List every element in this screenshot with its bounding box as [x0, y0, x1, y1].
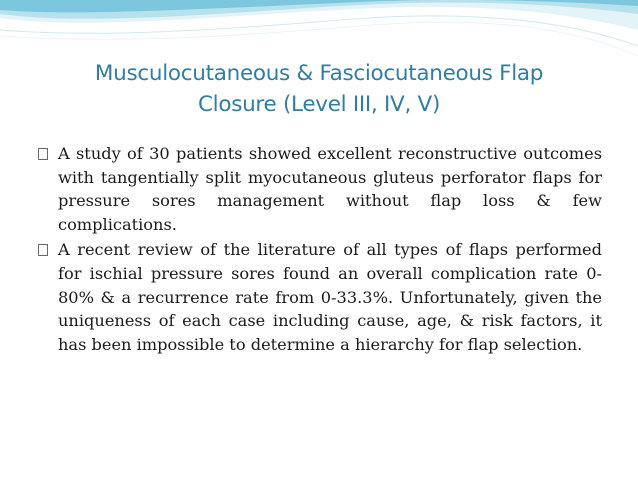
empty-box-bullet-icon — [38, 148, 48, 160]
title-line-1: Musculocutaneous & Fasciocutaneous Flap — [94, 61, 544, 86]
wave-line-3 — [0, 22, 638, 56]
bullet-text-1: A study of 30 patients showed excellent reconstructive outcomes with tangentially split myocutaneous gluteus perforator flaps for pressure sores management without flap loss & few complications. — [58, 144, 602, 234]
title-line-2: Closure (Level III, IV, V) — [197, 92, 441, 117]
bullet-text-2: A recent review of the literature of all types of flaps performed for ischial pressure sores found an overall complication rate 0-80% & a recurrence rate from 0-33.3%. Unfortunately, given the uniqueness of each case including cause, age, & risk factors, it has been impossible to determine a hierarchy for flap selection. — [58, 240, 602, 354]
empty-box-bullet-icon — [38, 244, 48, 256]
slide-title — [24, 58, 614, 120]
slide-body — [36, 142, 602, 358]
bullet-item-2 — [36, 238, 602, 356]
bullet-item-1 — [36, 142, 602, 236]
